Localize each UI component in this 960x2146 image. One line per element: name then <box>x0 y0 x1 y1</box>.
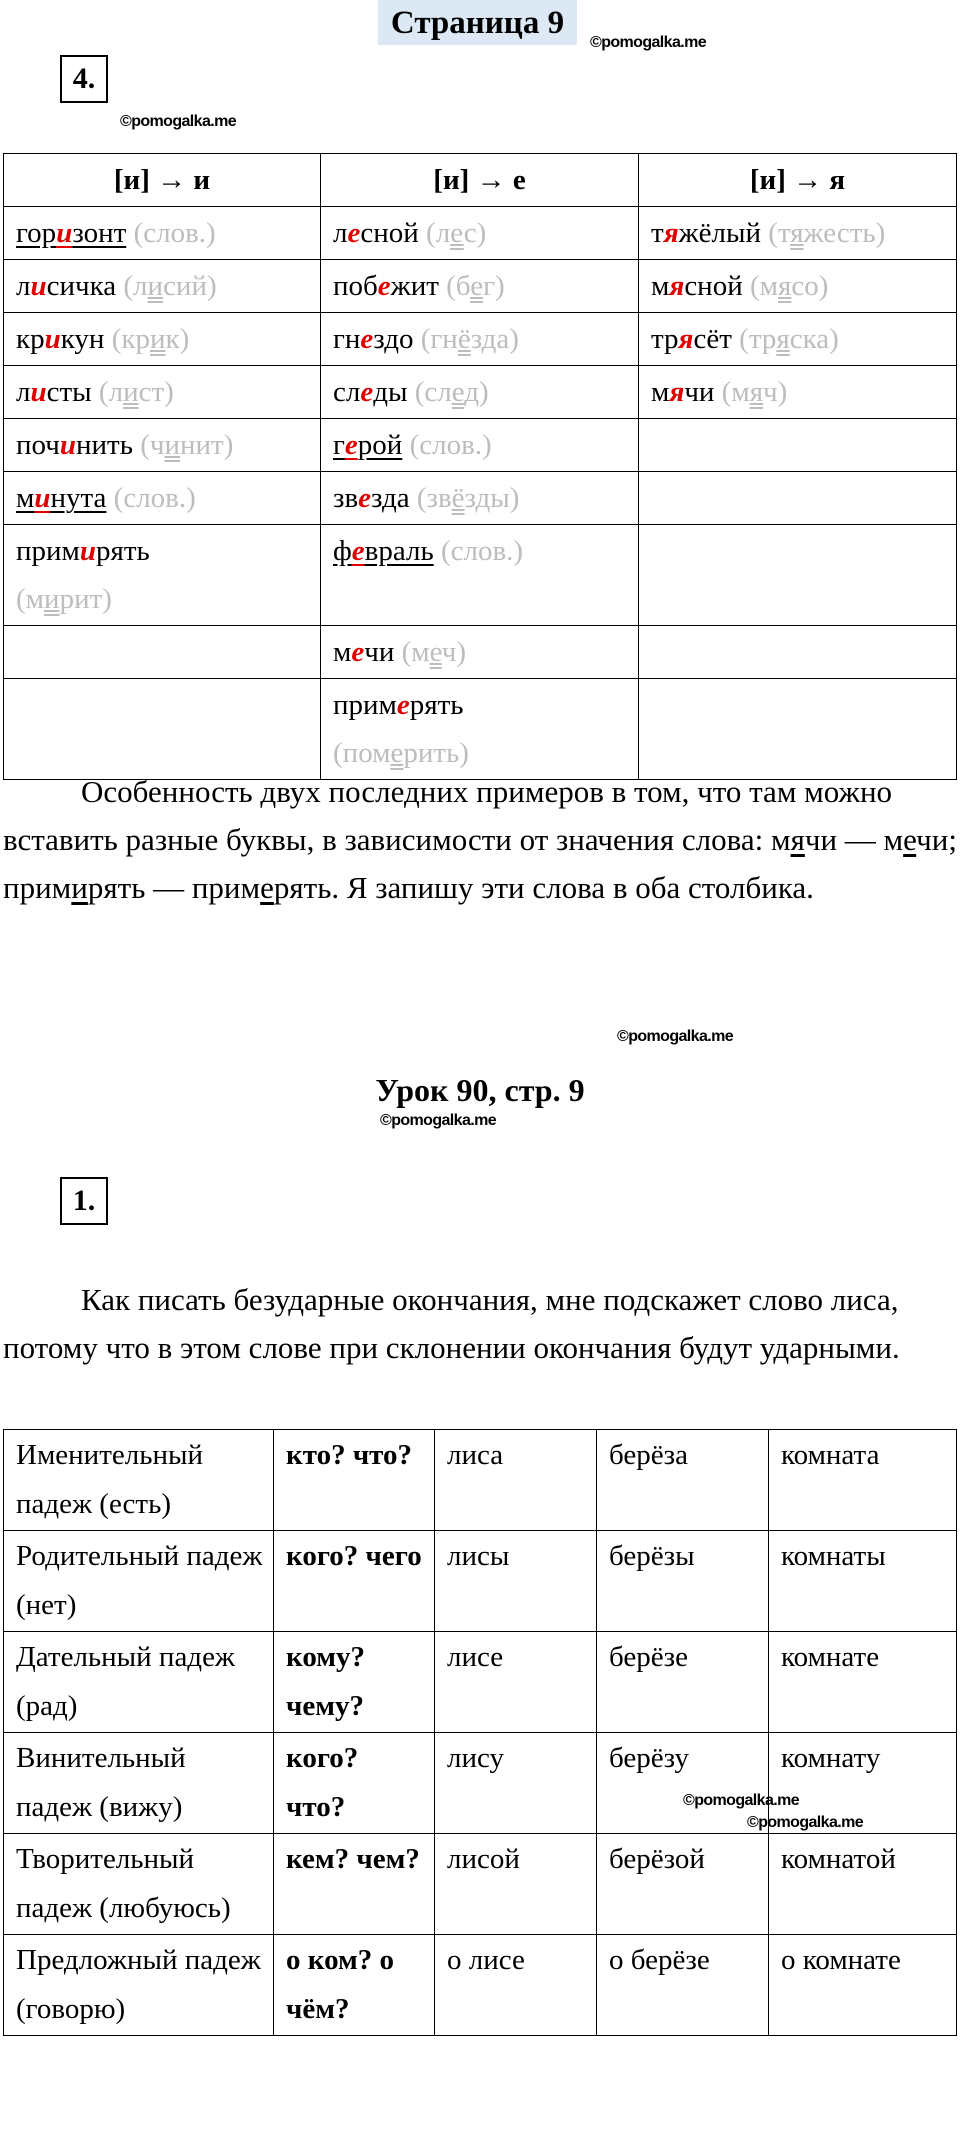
highlighted-letter: и <box>59 429 76 461</box>
table-cell <box>639 207 957 260</box>
highlighted-letter: е <box>360 323 374 355</box>
checked-letter: я <box>778 270 792 302</box>
hint-part: пом <box>342 737 391 769</box>
table-cell <box>639 472 957 525</box>
table-cell <box>4 525 321 626</box>
text: Особенность двух последних примеров в том, что там можно вставить разные буквы, в зависимости от значения слова: м <box>3 774 893 857</box>
check-word: (лес) <box>426 217 487 249</box>
check-word: (мяч) <box>721 376 788 408</box>
case-question: кем? чем? <box>274 1834 435 1935</box>
highlighted-letter: е <box>358 482 372 514</box>
word <box>651 270 743 302</box>
word-part: тр <box>651 323 679 355</box>
highlighted-letter: е <box>344 429 358 461</box>
word-part: м <box>333 636 352 668</box>
word-part: ф <box>333 535 352 567</box>
hint-part: слов. <box>450 535 514 567</box>
word-part: зв <box>333 482 359 514</box>
text: рять. Я запишу эти слова в оба столбика. <box>273 870 814 905</box>
table-cell <box>321 472 639 525</box>
word-part: нута <box>50 482 107 514</box>
highlighted-letter: е <box>396 689 410 721</box>
table-cell <box>321 260 639 313</box>
word-room: комнаты <box>769 1531 957 1632</box>
checked-letter: ё <box>457 323 471 355</box>
word-part: сёт <box>693 323 732 355</box>
word <box>16 535 150 567</box>
word-part: прим <box>16 535 80 567</box>
table-cell <box>4 313 321 366</box>
watermark: ©pomogalka.me <box>683 1792 800 1809</box>
table-cell <box>639 679 957 780</box>
check-word: (гнёзда) <box>420 323 519 355</box>
spelling-table <box>3 153 957 780</box>
word-part: л <box>16 270 31 302</box>
text: чи — м <box>804 822 904 857</box>
word-part: м <box>651 376 670 408</box>
highlighted-letter: е <box>360 376 374 408</box>
hint-part: гн <box>430 323 458 355</box>
word-part: поб <box>333 270 378 302</box>
table-cell <box>4 366 321 419</box>
word-part: м <box>651 270 670 302</box>
table-cell <box>639 366 957 419</box>
word-part: сл <box>333 376 361 408</box>
table-cell <box>321 626 639 679</box>
table-row <box>4 626 957 679</box>
word-part: ды <box>373 376 408 408</box>
hint-part: рить <box>403 737 460 769</box>
highlighted-letter: и <box>79 535 97 567</box>
highlighted-letter: я <box>678 323 694 355</box>
word-fox: лисы <box>435 1531 597 1632</box>
hint-part: зды <box>464 482 510 514</box>
hint-part: нит <box>180 429 224 461</box>
check-word: (слов.) <box>113 482 196 514</box>
check-word: (след) <box>414 376 489 408</box>
check-word: (мясо) <box>749 270 829 302</box>
hint-part: ска <box>789 323 830 355</box>
table-row <box>4 207 957 260</box>
highlighted-letter: и <box>56 217 73 249</box>
check-word: (слов.) <box>133 217 216 249</box>
underlined-letter: я <box>790 822 805 857</box>
checked-letter: е <box>429 636 442 668</box>
hint-part: сл <box>424 376 452 408</box>
hint-part: с <box>463 217 477 249</box>
table-cell <box>321 313 639 366</box>
table-row <box>4 366 957 419</box>
word <box>16 270 116 302</box>
highlighted-letter: е <box>377 270 391 302</box>
case-name: Винительный падеж (вижу) <box>4 1733 274 1834</box>
word <box>16 429 133 461</box>
checked-letter: и <box>149 323 166 355</box>
word-room: комнатой <box>769 1834 957 1935</box>
table-cell <box>4 679 321 780</box>
hint-part: ч <box>149 429 165 461</box>
hint-part: слов. <box>419 429 483 461</box>
text: рять — прим <box>87 870 261 905</box>
word-part: м <box>16 482 35 514</box>
exercise-number: 4. <box>60 55 108 103</box>
highlighted-letter: и <box>30 376 47 408</box>
case-question: о ком? о чём? <box>274 1935 435 2036</box>
column-header: [и] → е <box>321 154 639 207</box>
check-word: (крик) <box>111 323 190 355</box>
check-word: (слов.) <box>409 429 492 461</box>
word-birch: берёзой <box>597 1834 769 1935</box>
word <box>333 376 407 408</box>
word-part: чи <box>364 636 395 668</box>
word <box>651 376 714 408</box>
hint-part: тр <box>748 323 777 355</box>
check-word: (звёзды) <box>416 482 520 514</box>
word-part: поч <box>16 429 60 461</box>
hint-part: м <box>25 583 45 615</box>
word-part: зонт <box>72 217 127 249</box>
highlighted-letter: и <box>34 482 51 514</box>
word-part: здо <box>373 323 414 355</box>
word-part: жёлый <box>678 217 762 249</box>
hint-part: сий <box>163 270 207 302</box>
text: чи; прим <box>3 822 957 905</box>
case-question: кого? что? <box>274 1733 435 1834</box>
word <box>333 217 419 249</box>
word-part: гор <box>16 217 57 249</box>
hint-part: т <box>777 217 791 249</box>
check-word: (мирит) <box>16 583 112 615</box>
exercise-number: 1. <box>60 1177 108 1225</box>
table-row <box>4 1430 957 1531</box>
column-header: [и] → я <box>639 154 957 207</box>
word <box>333 482 410 514</box>
table-cell <box>4 472 321 525</box>
case-name: Дательный падеж (рад) <box>4 1632 274 1733</box>
checked-letter: е <box>390 737 404 769</box>
word-part: зда <box>371 482 410 514</box>
word-part: сичка <box>46 270 117 302</box>
checked-letter: е <box>451 376 465 408</box>
check-word: (чинит) <box>140 429 234 461</box>
word-part: г <box>333 429 345 461</box>
word-part: прим <box>333 689 397 721</box>
checked-letter: е <box>470 270 484 302</box>
highlighted-letter: я <box>669 270 685 302</box>
word-part: рять <box>96 535 150 567</box>
checked-letter: я <box>790 217 804 249</box>
highlighted-letter: я <box>663 217 679 249</box>
column-header: [и] → и <box>4 154 321 207</box>
case-question: кто? что? <box>274 1430 435 1531</box>
word-birch: берёзу <box>597 1733 769 1834</box>
declension-table <box>3 1429 957 2036</box>
table-row <box>4 1632 957 1733</box>
checked-letter: и <box>123 376 139 408</box>
check-word: (тяжесть) <box>768 217 886 249</box>
lesson-title: Урок 90, стр. 9 <box>375 1072 585 1108</box>
word-part: рой <box>357 429 403 461</box>
table-row <box>4 1935 957 2036</box>
table-cell <box>639 626 957 679</box>
word-birch: берёза <box>597 1430 769 1531</box>
case-name: Творительный падеж (любуюсь) <box>4 1834 274 1935</box>
highlighted-letter: е <box>347 217 361 249</box>
hint-part: ч <box>441 636 457 668</box>
case-name: Родительный падеж (нет) <box>4 1531 274 1632</box>
word-part: чи <box>684 376 715 408</box>
highlighted-letter: я <box>669 376 685 408</box>
hint-part: ст <box>138 376 165 408</box>
case-name: Предложный падеж (говорю) <box>4 1935 274 2036</box>
word-room: комната <box>769 1430 957 1531</box>
intro-paragraph: Как писать безударные окончания, мне подскажет слово лиса, потому что в этом слове при склонении окончания будут ударными. <box>3 1282 900 1365</box>
word <box>651 217 761 249</box>
hint-part: м <box>759 270 779 302</box>
explanation-paragraph <box>3 768 958 912</box>
hint-part: л <box>435 217 451 249</box>
hint-part: к <box>165 323 180 355</box>
highlighted-letter: е <box>351 636 365 668</box>
table-row <box>4 1834 957 1935</box>
word-part: сной <box>684 270 743 302</box>
word <box>16 482 106 514</box>
word-part: жит <box>390 270 439 302</box>
table-row <box>4 472 957 525</box>
table-cell <box>639 525 957 626</box>
table-cell <box>4 260 321 313</box>
word-part: враль <box>364 535 434 567</box>
table-cell <box>639 419 957 472</box>
checked-letter: и <box>44 583 60 615</box>
word-part: рять <box>409 689 464 721</box>
word-fox: лиса <box>435 1430 597 1531</box>
hint-part: зв <box>426 482 452 514</box>
hint-part: ч <box>763 376 778 408</box>
table-row <box>4 260 957 313</box>
word <box>333 689 464 721</box>
word <box>333 270 439 302</box>
word-part: л <box>333 217 348 249</box>
check-word: (лист) <box>98 376 174 408</box>
word-part: сты <box>46 376 92 408</box>
underlined-letter: е <box>903 822 917 857</box>
table-cell <box>639 260 957 313</box>
word-part: л <box>16 376 31 408</box>
table-cell <box>639 313 957 366</box>
table-row <box>4 419 957 472</box>
word-part: кр <box>16 323 45 355</box>
table-cell <box>321 419 639 472</box>
check-word: (лисий) <box>123 270 217 302</box>
word-part: гн <box>333 323 361 355</box>
word-birch: о берёзе <box>597 1935 769 2036</box>
table-cell <box>4 626 321 679</box>
hint-part: л <box>108 376 124 408</box>
word-birch: берёзы <box>597 1531 769 1632</box>
hint-part: м <box>731 376 750 408</box>
word-fox: лису <box>435 1733 597 1834</box>
checked-letter: я <box>776 323 790 355</box>
table-cell <box>321 679 639 780</box>
check-word: (тряска) <box>739 323 839 355</box>
highlighted-letter: и <box>30 270 47 302</box>
checked-letter: ё <box>451 482 465 514</box>
word-part: кун <box>60 323 105 355</box>
word <box>16 323 104 355</box>
watermark: ©pomogalka.me <box>617 1028 734 1045</box>
word <box>651 323 732 355</box>
check-word: (меч) <box>401 636 467 668</box>
hint-part: слов. <box>143 217 207 249</box>
hint-part: рит <box>59 583 103 615</box>
hint-part: жесть <box>803 217 876 249</box>
hint-part: слов. <box>123 482 187 514</box>
table-row <box>4 313 957 366</box>
hint-part: зда <box>470 323 510 355</box>
checked-letter: и <box>164 429 180 461</box>
watermark: ©pomogalka.me <box>380 1112 497 1129</box>
table-row <box>4 1531 957 1632</box>
underlined-letter: е <box>260 870 274 905</box>
word <box>16 217 126 249</box>
case-name: Именительный падеж (есть) <box>4 1430 274 1531</box>
word-room: комнату <box>769 1733 957 1834</box>
word-fox: о лисе <box>435 1935 597 2036</box>
case-question: кого? чего <box>274 1531 435 1632</box>
table-row <box>4 525 957 626</box>
word-room: о комнате <box>769 1935 957 2036</box>
checked-letter: я <box>749 376 764 408</box>
case-question: кому? чему? <box>274 1632 435 1733</box>
word-part: нить <box>76 429 133 461</box>
word-part: сной <box>360 217 419 249</box>
word-part: т <box>651 217 664 249</box>
word <box>333 323 413 355</box>
word <box>333 535 434 567</box>
table-cell <box>4 419 321 472</box>
hint-part: со <box>791 270 819 302</box>
hint-part: б <box>455 270 471 302</box>
word <box>333 429 402 461</box>
checked-letter: и <box>147 270 164 302</box>
hint-part: г <box>483 270 495 302</box>
hint-part: м <box>411 636 430 668</box>
hint-part: л <box>133 270 148 302</box>
word-birch: берёзе <box>597 1632 769 1733</box>
table-cell <box>321 207 639 260</box>
word <box>333 636 394 668</box>
watermark: ©pomogalka.me <box>590 34 707 51</box>
watermark: ©pomogalka.me <box>747 1814 864 1831</box>
table-row <box>4 679 957 780</box>
hint-part: кр <box>121 323 150 355</box>
hint-part: д <box>464 376 479 408</box>
word-fox: лисе <box>435 1632 597 1733</box>
word-fox: лисой <box>435 1834 597 1935</box>
checked-letter: е <box>450 217 464 249</box>
highlighted-letter: и <box>44 323 61 355</box>
word-room: комнате <box>769 1632 957 1733</box>
highlighted-letter: е <box>351 535 365 567</box>
underlined-letter: и <box>71 870 88 905</box>
table-cell <box>4 207 321 260</box>
word <box>16 376 92 408</box>
check-word: (бег) <box>446 270 505 302</box>
watermark: ©pomogalka.me <box>120 113 237 130</box>
check-word: (померить) <box>333 737 469 769</box>
table-cell <box>321 366 639 419</box>
page-title: Страница 9 <box>378 0 577 45</box>
check-word: (слов.) <box>440 535 524 567</box>
table-cell <box>321 525 639 626</box>
